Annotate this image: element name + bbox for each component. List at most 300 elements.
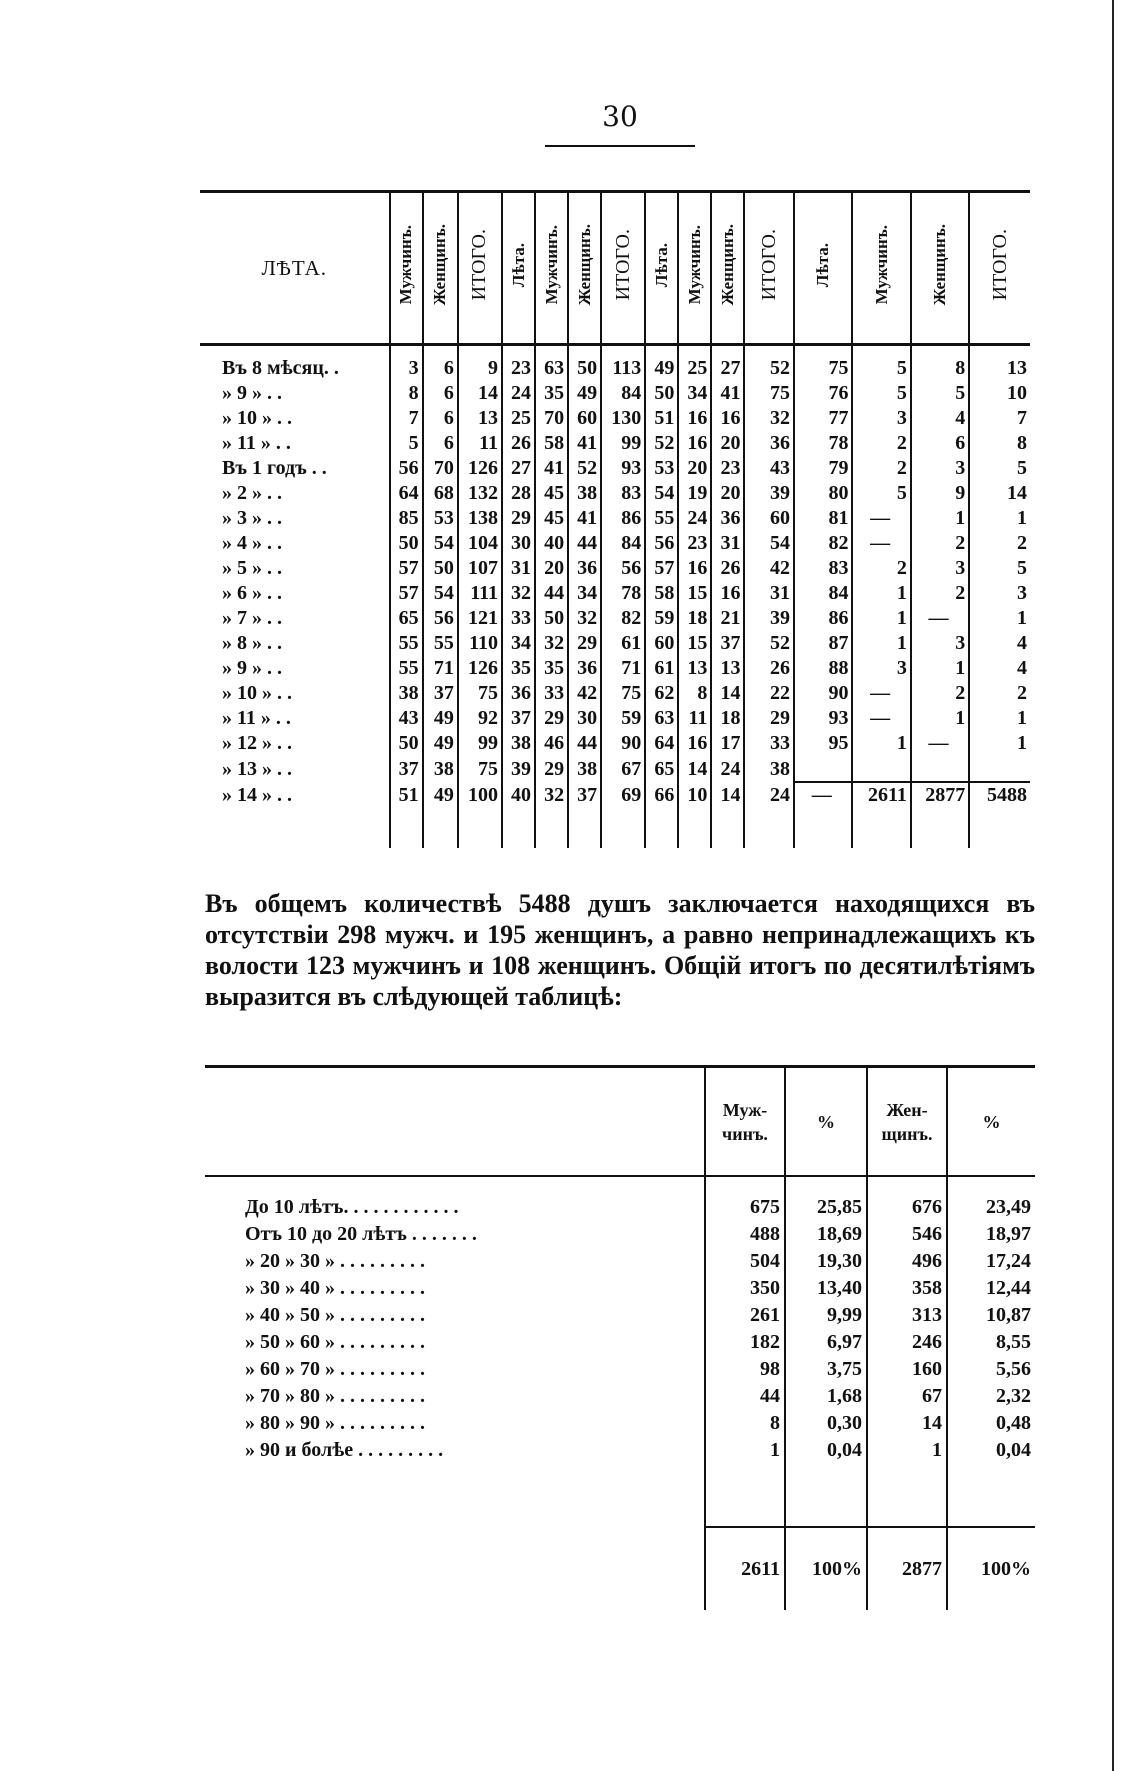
table1-body — [200, 345, 1030, 849]
table-cell: 0,48 — [947, 1410, 1035, 1437]
table-cell: 31 — [744, 581, 794, 606]
table-cell: 113 — [601, 345, 645, 382]
total-cell: 2611 — [705, 1527, 785, 1610]
table-cell: 121 — [458, 606, 502, 631]
table-cell: 33 — [744, 731, 794, 756]
table1-row — [200, 481, 1030, 506]
table-cell: 3 — [911, 631, 969, 656]
table-cell: 1 — [867, 1437, 947, 1464]
table-cell: 71 — [601, 656, 645, 681]
table-cell: 43 — [744, 456, 794, 481]
table-cell: 42 — [744, 556, 794, 581]
table1-row — [200, 782, 1030, 808]
table-cell: 3 — [969, 581, 1030, 606]
table-cell: 40 — [535, 531, 568, 556]
table-cell: 14 — [711, 782, 744, 808]
table1-row — [200, 431, 1030, 456]
table2-header-row — [205, 1067, 1035, 1177]
table-cell: 61 — [645, 656, 678, 681]
table-cell: 3 — [852, 656, 910, 681]
table1-row — [200, 531, 1030, 556]
row-label: Въ 1 годъ . . — [222, 457, 327, 479]
table-cell — [969, 756, 1030, 782]
table-cell: 5 — [852, 481, 910, 506]
table-cell: 15 — [678, 631, 711, 656]
table-cell: 0,30 — [785, 1410, 867, 1437]
table-cell: 126 — [458, 456, 502, 481]
row-label: » 6 » . . — [222, 582, 282, 604]
row-label: » 2 » . . — [222, 482, 282, 504]
table-cell: 43 — [390, 706, 423, 731]
table-cell: 24 — [678, 506, 711, 531]
table-cell: 18 — [711, 706, 744, 731]
table-cell: 26 — [502, 431, 535, 456]
table-cell: 27 — [711, 345, 744, 382]
table-cell: 36 — [568, 556, 601, 581]
table-cell: 5 — [852, 381, 910, 406]
table-cell: 41 — [535, 456, 568, 481]
table-cell: 1 — [911, 656, 969, 681]
table-cell: 53 — [423, 506, 458, 531]
table-cell: 8 — [678, 681, 711, 706]
row-label: » 8 » . . — [222, 632, 282, 654]
table-cell: 8 — [969, 431, 1030, 456]
table-cell: 40 — [502, 782, 535, 808]
table-cell: 107 — [458, 556, 502, 581]
table-cell: 126 — [458, 656, 502, 681]
table-cell: 56 — [390, 456, 423, 481]
table-cell: 81 — [794, 506, 852, 531]
row-label: » 10 » . . — [222, 407, 292, 429]
table-cell: 59 — [645, 606, 678, 631]
table-cell: 61 — [601, 631, 645, 656]
table-cell: 9,99 — [785, 1302, 867, 1329]
table-cell: 78 — [794, 431, 852, 456]
table-cell: 5 — [969, 456, 1030, 481]
table-cell: 59 — [601, 706, 645, 731]
table-cell: 60 — [568, 406, 601, 431]
table-cell: 1 — [969, 706, 1030, 731]
table-cell: 65 — [390, 606, 423, 631]
table-cell: 23 — [678, 531, 711, 556]
table1-row — [200, 456, 1030, 481]
table-cell: 34 — [678, 381, 711, 406]
table-cell: 90 — [794, 681, 852, 706]
age-range-label: » 60 » 70 » . . . . . . . . . — [245, 1358, 425, 1380]
table-cell: 44 — [705, 1383, 785, 1410]
table-cell: 23 — [711, 456, 744, 481]
table-cell: 24 — [744, 782, 794, 808]
table-cell: 34 — [502, 631, 535, 656]
header-age: Лѣта. — [645, 192, 678, 345]
header-total: ИТОГО. — [744, 192, 794, 345]
age-range-label: » 80 » 90 » . . . . . . . . . — [245, 1412, 425, 1434]
table-cell: 17 — [711, 731, 744, 756]
header-women: Женщинъ. — [568, 192, 601, 345]
table-cell: 68 — [423, 481, 458, 506]
table-cell: 1 — [969, 606, 1030, 631]
table-cell: 36 — [502, 681, 535, 706]
table-cell: 24 — [502, 381, 535, 406]
table-cell — [852, 756, 910, 782]
table-cell: 90 — [601, 731, 645, 756]
table-cell: 29 — [502, 506, 535, 531]
table1-spacer-row — [200, 808, 1030, 848]
table-cell: 13,40 — [785, 1275, 867, 1302]
row-label: » 11 » . . — [222, 432, 291, 454]
table2-row — [205, 1176, 1035, 1221]
table-cell: 45 — [535, 481, 568, 506]
table-cell: 138 — [458, 506, 502, 531]
row-label: » 13 » . . — [222, 757, 292, 780]
table-cell: 38 — [568, 481, 601, 506]
table2-row — [205, 1437, 1035, 1464]
table-cell: 100 — [458, 782, 502, 808]
table-cell: 52 — [645, 431, 678, 456]
table-cell: 5488 — [969, 782, 1030, 808]
table-cell: 14 — [678, 756, 711, 782]
table-cell: 51 — [390, 782, 423, 808]
header-age: Лѣта. — [794, 192, 852, 345]
header-years: ЛѢТА. — [200, 192, 390, 345]
table-cell: 35 — [502, 656, 535, 681]
table-cell: 2 — [852, 431, 910, 456]
table-cell: 13 — [969, 345, 1030, 382]
row-label: » 9 » . . — [222, 382, 282, 404]
table-cell: 44 — [535, 581, 568, 606]
table-cell: 49 — [423, 706, 458, 731]
table-cell: 52 — [744, 345, 794, 382]
table-cell: 36 — [568, 656, 601, 681]
table-cell: 6,97 — [785, 1329, 867, 1356]
table-cell: 6 — [423, 381, 458, 406]
table-cell: 37 — [423, 681, 458, 706]
table-cell: 75 — [744, 381, 794, 406]
table-cell: 64 — [390, 481, 423, 506]
table-cell: 64 — [645, 731, 678, 756]
table-cell: 51 — [645, 406, 678, 431]
table-cell: 50 — [423, 556, 458, 581]
table-cell: 55 — [390, 656, 423, 681]
table-cell: 82 — [794, 531, 852, 556]
table-cell: 6 — [423, 345, 458, 382]
table-cell: 80 — [794, 481, 852, 506]
table-cell: 23 — [502, 345, 535, 382]
table-cell: 88 — [794, 656, 852, 681]
table-cell: 39 — [502, 756, 535, 782]
table-cell: 2 — [911, 581, 969, 606]
row-label: » 9 » . . — [222, 657, 282, 679]
table2-row — [205, 1329, 1035, 1356]
table-cell: 93 — [601, 456, 645, 481]
table2-row — [205, 1248, 1035, 1275]
table-cell: 3 — [390, 345, 423, 382]
table-cell: 44 — [568, 731, 601, 756]
table-cell: 36 — [744, 431, 794, 456]
header-men: Мужчинъ. — [390, 192, 423, 345]
header-age: Лѣта. — [502, 192, 535, 345]
table-cell: 49 — [423, 782, 458, 808]
table-cell: 20 — [535, 556, 568, 581]
table-cell: 130 — [601, 406, 645, 431]
table-cell: 32 — [568, 606, 601, 631]
table-cell: 75 — [458, 756, 502, 782]
table-cell: 45 — [535, 506, 568, 531]
table-cell: 20 — [711, 431, 744, 456]
age-range-label: Отъ 10 до 20 лѣтъ . . . . . . . — [245, 1223, 477, 1245]
table-cell: 16 — [678, 556, 711, 581]
table-cell: 8 — [390, 381, 423, 406]
table-cell: 36 — [711, 506, 744, 531]
table-cell: 4 — [969, 631, 1030, 656]
header-men: Мужчинъ. — [852, 192, 910, 345]
table-cell: 5 — [390, 431, 423, 456]
table-cell: 53 — [645, 456, 678, 481]
table-cell: 75 — [458, 681, 502, 706]
table-cell: 16 — [678, 406, 711, 431]
table-cell: 63 — [645, 706, 678, 731]
header-blank — [205, 1067, 705, 1177]
table-cell: 39 — [744, 481, 794, 506]
table-cell: 49 — [568, 381, 601, 406]
table1-row — [200, 631, 1030, 656]
header-women-percent: % — [947, 1067, 1035, 1177]
table-cell: 38 — [502, 731, 535, 756]
table-cell: 246 — [867, 1329, 947, 1356]
table-cell: 58 — [645, 581, 678, 606]
table-cell: 75 — [601, 681, 645, 706]
table-cell: 29 — [568, 631, 601, 656]
age-range-label: » 30 » 40 » . . . . . . . . . — [245, 1277, 425, 1299]
table-cell: 77 — [794, 406, 852, 431]
table-cell: 37 — [502, 706, 535, 731]
table-cell: 261 — [705, 1302, 785, 1329]
table-cell: 38 — [423, 756, 458, 782]
age-range-label: » 40 » 50 » . . . . . . . . . — [245, 1304, 425, 1326]
table-cell: 2611 — [852, 782, 910, 808]
row-label: Въ 8 мѣсяц. . — [222, 357, 339, 379]
table-cell: 25 — [502, 406, 535, 431]
table-cell: 60 — [744, 506, 794, 531]
table-cell: 31 — [711, 531, 744, 556]
table-cell: 86 — [794, 606, 852, 631]
table-cell: 14 — [711, 681, 744, 706]
table-cell: 54 — [744, 531, 794, 556]
table-cell: 1 — [705, 1437, 785, 1464]
table-cell: 95 — [794, 731, 852, 756]
table-cell: 160 — [867, 1356, 947, 1383]
table-cell: 1 — [911, 706, 969, 731]
table1-row — [200, 345, 1030, 382]
table-cell: 70 — [535, 406, 568, 431]
table-cell: 4 — [969, 656, 1030, 681]
table-cell — [794, 756, 852, 782]
row-label: » 5 » . . — [222, 557, 282, 579]
table2-row — [205, 1221, 1035, 1248]
age-range-label: » 20 » 30 » . . . . . . . . . — [245, 1250, 425, 1272]
table-cell: 37 — [711, 631, 744, 656]
table-cell: 16 — [678, 431, 711, 456]
table-cell: 3,75 — [785, 1356, 867, 1383]
table-cell: 65 — [645, 756, 678, 782]
table-cell: 35 — [535, 381, 568, 406]
table-cell: 33 — [502, 606, 535, 631]
table-cell: 5 — [852, 345, 910, 382]
page-number-rule — [545, 145, 695, 147]
header-women: Женщинъ. — [423, 192, 458, 345]
total-cell: 100% — [947, 1527, 1035, 1610]
table-cell: 35 — [535, 656, 568, 681]
table1-row — [200, 656, 1030, 681]
header-total: ИТОГО. — [458, 192, 502, 345]
table-cell: — — [852, 681, 910, 706]
header-women-count: Жен- щинъ. — [867, 1067, 947, 1177]
table-cell: 504 — [705, 1248, 785, 1275]
table-cell: 50 — [390, 531, 423, 556]
table-cell: — — [794, 782, 852, 808]
table-cell: 8,55 — [947, 1329, 1035, 1356]
table-cell: 41 — [568, 431, 601, 456]
table-cell: 23,49 — [947, 1176, 1035, 1221]
table-cell: 13 — [678, 656, 711, 681]
table-cell: 56 — [645, 531, 678, 556]
table-cell: 83 — [601, 481, 645, 506]
table-cell: 2 — [969, 681, 1030, 706]
age-distribution-table — [200, 190, 1030, 848]
table-cell: 7 — [390, 406, 423, 431]
table-cell: 104 — [458, 531, 502, 556]
table-cell: 46 — [535, 731, 568, 756]
table-cell: 9 — [458, 345, 502, 382]
table-cell: 49 — [423, 731, 458, 756]
total-cell: 2877 — [867, 1527, 947, 1610]
table-cell: 78 — [601, 581, 645, 606]
table-cell: 10 — [969, 381, 1030, 406]
table-cell: 16 — [711, 406, 744, 431]
table-cell: 0,04 — [785, 1437, 867, 1464]
table1-row — [200, 706, 1030, 731]
table-cell: 18,97 — [947, 1221, 1035, 1248]
table-cell: 92 — [458, 706, 502, 731]
table-cell: 70 — [423, 456, 458, 481]
summary-paragraph: Въ общемъ количествѣ 5488 душъ заключается находящихся въ отсутствіи 298 мужч. и 195 женщинъ, а равно непринадлежащихъ къ волости 123 мужчинъ и 108 женщинъ. Общій итогъ по десятилѣтіямъ выразится въ слѣдующей таблицѣ: — [205, 889, 1035, 1011]
table-cell: 111 — [458, 581, 502, 606]
row-label: » 7 » . . — [222, 607, 282, 629]
table-cell: 16 — [711, 581, 744, 606]
table-cell: 37 — [390, 756, 423, 782]
header-men-percent: % — [785, 1067, 867, 1177]
table-cell: 488 — [705, 1221, 785, 1248]
table-cell: 39 — [744, 606, 794, 631]
row-label: » 12 » . . — [222, 732, 292, 754]
table1-row — [200, 606, 1030, 631]
table-cell: 93 — [794, 706, 852, 731]
table-cell: 87 — [794, 631, 852, 656]
table1-row — [200, 406, 1030, 431]
scan-edge-line — [1112, 0, 1114, 1771]
table-cell: 54 — [423, 531, 458, 556]
table-cell: 63 — [535, 345, 568, 382]
header-total: ИТОГО. — [601, 192, 645, 345]
table-cell: 14 — [458, 381, 502, 406]
table1-row — [200, 581, 1030, 606]
table1-header-row — [200, 192, 1030, 345]
table-cell: 182 — [705, 1329, 785, 1356]
table-cell: 1 — [852, 731, 910, 756]
table-cell: 2 — [852, 556, 910, 581]
table-cell: 50 — [390, 731, 423, 756]
table-cell: 27 — [502, 456, 535, 481]
table-cell: 98 — [705, 1356, 785, 1383]
table-cell: 2877 — [911, 782, 969, 808]
table2-row — [205, 1275, 1035, 1302]
table-cell: 18 — [678, 606, 711, 631]
table-cell: 30 — [502, 531, 535, 556]
table-cell: 313 — [867, 1302, 947, 1329]
table-cell: 1,68 — [785, 1383, 867, 1410]
table-cell: 55 — [645, 506, 678, 531]
table-cell: 32 — [744, 406, 794, 431]
table-cell: 50 — [568, 345, 601, 382]
table-cell: 41 — [711, 381, 744, 406]
table-cell: 41 — [568, 506, 601, 531]
table-cell: 55 — [423, 631, 458, 656]
table-cell: 50 — [645, 381, 678, 406]
table-cell: 50 — [535, 606, 568, 631]
table-cell: 14 — [867, 1410, 947, 1437]
table-cell: 52 — [568, 456, 601, 481]
age-range-label: » 90 и болѣе . . . . . . . . . — [245, 1439, 444, 1461]
table-cell: 110 — [458, 631, 502, 656]
table-cell: 3 — [911, 556, 969, 581]
table-cell: 99 — [601, 431, 645, 456]
table-cell: — — [852, 706, 910, 731]
row-label: » 11 » . . — [222, 707, 291, 729]
table2-row — [205, 1410, 1035, 1437]
table-cell: 67 — [867, 1383, 947, 1410]
table-cell: 85 — [390, 506, 423, 531]
table-cell: 5 — [911, 381, 969, 406]
table-cell: 546 — [867, 1221, 947, 1248]
table-cell: 5 — [969, 556, 1030, 581]
table-cell: 16 — [678, 731, 711, 756]
table-cell: 37 — [568, 782, 601, 808]
table1-row — [200, 381, 1030, 406]
table1-row — [200, 506, 1030, 531]
table-cell: 358 — [867, 1275, 947, 1302]
table-cell: 13 — [458, 406, 502, 431]
table-cell: 19 — [678, 481, 711, 506]
table-cell: 24 — [711, 756, 744, 782]
table-cell: 132 — [458, 481, 502, 506]
table-cell: 84 — [601, 531, 645, 556]
row-label: » 10 » . . — [222, 682, 292, 704]
table-cell: 6 — [423, 406, 458, 431]
table-cell: 1 — [969, 731, 1030, 756]
table-cell: 14 — [969, 481, 1030, 506]
table-cell: 11 — [458, 431, 502, 456]
table-cell: 56 — [423, 606, 458, 631]
table-cell: 20 — [711, 481, 744, 506]
table-cell: — — [852, 506, 910, 531]
table2-body — [205, 1176, 1035, 1610]
table-cell: 69 — [601, 782, 645, 808]
table-cell: 99 — [458, 731, 502, 756]
page-number: 30 — [602, 100, 638, 133]
table-cell: 75 — [794, 345, 852, 382]
row-label: » 4 » . . — [222, 532, 282, 554]
table1-row — [200, 556, 1030, 581]
